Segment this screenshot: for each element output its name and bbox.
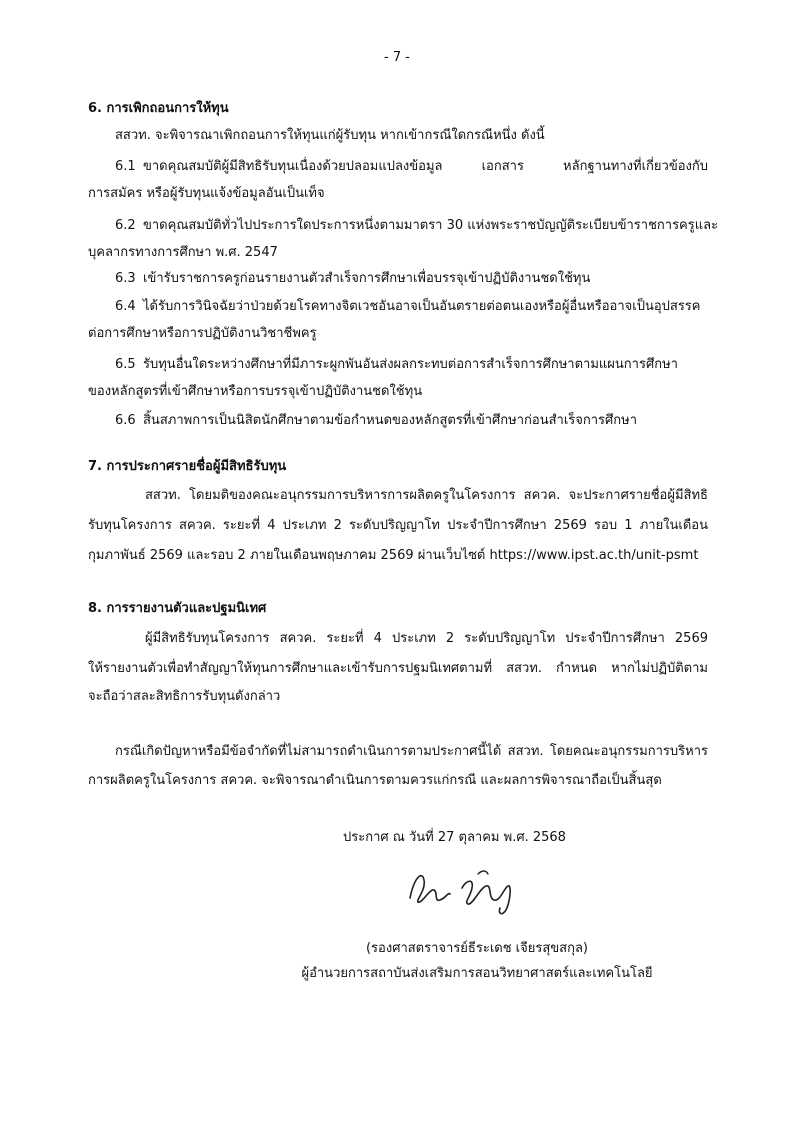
item-6-6 — [115, 412, 735, 430]
closing-line-2: การผลิตครูในโครงการ สควค. จะพิจารณาดำเนินการตามควรแก่กรณี และผลการพิจารณาถือเป็นสิ้นสุด — [88, 773, 662, 788]
item-number: 6.3 — [115, 271, 136, 286]
handwritten-signature — [400, 858, 530, 918]
item-text: เข้ารับราชการครูก่อนรายงานตัวสำเร็จการศึกษาเพื่อบรรจุเข้าปฏิบัติงานชดใช้ทุน — [143, 271, 591, 286]
section-8-line-2: ให้รายงานตัวเพื่อทำสัญญาให้ทุนการศึกษาและเข้ารับการปฐมนิเทศตามที่ สสวท. กำหนด หากไม่ปฏิบัติตาม — [88, 661, 708, 676]
closing-line-1: กรณีเกิดปัญหาหรือมีข้อจำกัดที่ไม่สามารถดำเนินการตามประกาศนี้ได้ สสวท. โดยคณะอนุกรรมการบริหาร — [115, 744, 708, 759]
item-number: 6.1 — [115, 159, 136, 174]
section-7-line-3: กุมภาพันธ์ 2569 และรอบ 2 ภายในเดือนพฤษภาคม 2569 ผ่านเว็บไซต์ https://www.ipst.ac.th/unit-psmt — [88, 548, 699, 563]
item-6-5 — [115, 356, 708, 374]
item-number: 6.4 — [115, 299, 136, 314]
item-6-1-cont: การสมัคร หรือผู้รับทุนแจ้งข้อมูลอันเป็นเท็จ — [88, 186, 325, 201]
item-6-4 — [115, 298, 708, 316]
signatory-title: ผู้อำนวยการสถาบันส่งเสริมการสอนวิทยาศาสตร์และเทคโนโลยี — [301, 966, 653, 981]
section-7-line-1: สสวท. โดยมติของคณะอนุกรรมการบริหารการผลิตครูในโครงการ สควค. จะประกาศรายชื่อผู้มีสิทธิ — [145, 488, 708, 503]
item-text: สิ้นสภาพการเป็นนิสิตนักศึกษาตามข้อกำหนดของหลักสูตรที่เข้าศึกษาก่อนสำเร็จการศึกษา — [143, 413, 638, 428]
item-text: ได้รับการวินิจฉัยว่าป่วยด้วยโรคทางจิตเวชอันอาจเป็นอันตรายต่อตนเองหรือผู้อื่นหรืออาจเป็นอุปสรรค — [143, 299, 701, 314]
page-number: - 7 - — [384, 50, 410, 65]
announcement-date: ประกาศ ณ วันที่ 27 ตุลาคม พ.ศ. 2568 — [343, 830, 566, 845]
section-7-heading: 7. การประกาศรายชื่อผู้มีสิทธิรับทุน — [88, 459, 287, 474]
section-8-line-3: จะถือว่าสละสิทธิการรับทุนดังกล่าว — [88, 689, 281, 704]
item-6-1 — [115, 158, 708, 176]
item-text: ขาดคุณสมบัติทั่วไปประการใดประการหนึ่งตามมาตรา 30 แห่งพระราชบัญญัติระเบียบข้าราชการครูและ — [143, 218, 719, 233]
item-6-3 — [115, 270, 735, 288]
item-6-5-cont: ของหลักสูตรที่เข้าศึกษาหรือการบรรจุเข้าปฏิบัติงานชดใช้ทุน — [88, 384, 423, 399]
section-8-heading: 8. การรายงานตัวและปฐมนิเทศ — [88, 601, 267, 616]
item-6-4-cont: ต่อการศึกษาหรือการปฏิบัติงานวิชาชีพครู — [88, 326, 317, 341]
item-text: ขาดคุณสมบัติผู้มีสิทธิรับทุนเนื่องด้วยปลอมแปลงข้อมูล เอกสาร หลักฐานทางที่เกี่ยวข้องกับ — [143, 159, 708, 174]
item-number: 6.2 — [115, 218, 136, 233]
item-number: 6.6 — [115, 413, 136, 428]
item-6-2-cont: บุคลากรทางการศึกษา พ.ศ. 2547 — [88, 245, 278, 260]
signatory-name: (รองศาสตราจารย์ธีระเดช เจียรสุขสกุล) — [365, 941, 588, 956]
section-8-line-1: ผู้มีสิทธิรับทุนโครงการ สควค. ระยะที่ 4 ประเภท 2 ระดับปริญญาโท ประจำปีการศึกษา 2569 — [145, 631, 708, 646]
item-text: รับทุนอื่นใดระหว่างศึกษาที่มีภาระผูกพันอันส่งผลกระทบต่อการสำเร็จการศึกษาตามแผนการศึกษา — [143, 357, 678, 372]
section-6-intro: สสวท. จะพิจารณาเพิกถอนการให้ทุนแก่ผู้รับทุน หากเข้ากรณีใดกรณีหนึ่ง ดังนี้ — [115, 128, 545, 143]
section-7-line-2: รับทุนโครงการ สควค. ระยะที่ 4 ประเภท 2 ระดับปริญญาโท ประจำปีการศึกษา 2569 รอบ 1 ภายในเดือน — [88, 518, 708, 533]
item-6-2 — [115, 217, 719, 235]
section-6-heading: 6. การเพิกถอนการให้ทุน — [88, 101, 229, 116]
item-number: 6.5 — [115, 357, 136, 372]
